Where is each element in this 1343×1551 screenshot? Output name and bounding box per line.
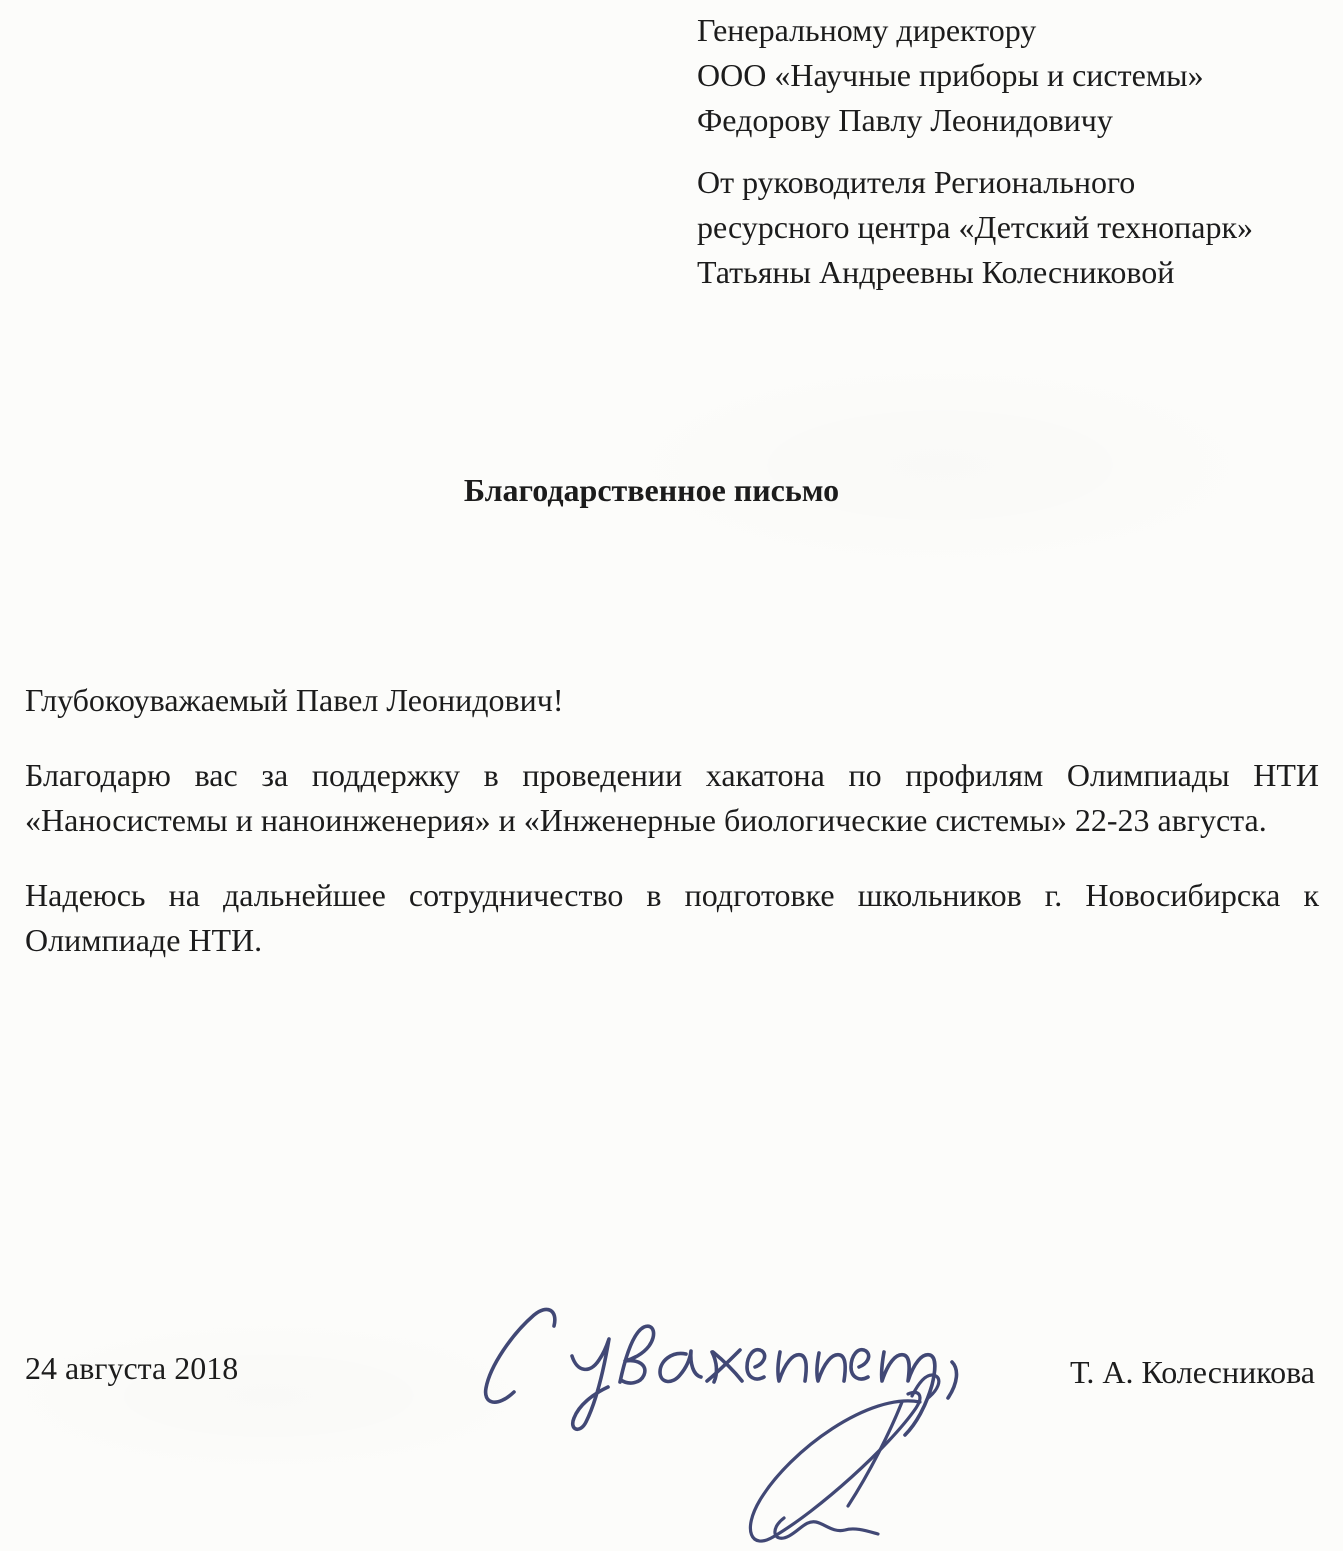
letter-body	[25, 678, 1319, 993]
body-paragraph	[25, 873, 1319, 963]
recipient-line: ООО «Научные приборы и системы»	[697, 57, 1204, 93]
sender-line: Татьяны Андреевны Колесниковой	[697, 254, 1175, 290]
paragraph-line: Олимпиаде НТИ.	[25, 922, 263, 958]
recipient-block	[697, 8, 1204, 143]
letter-title: Благодарственное письмо	[463, 472, 840, 508]
sender-line: ресурсного центра «Детский технопарк»	[697, 209, 1254, 245]
sender-block	[697, 160, 1253, 295]
recipient-line: Генеральному директору	[697, 12, 1037, 48]
paragraph-line: Благодарю вас за поддержку в проведении хакатона по профилям Олимпиады НТИ	[25, 757, 1319, 793]
salutation-text: Глубокоуважаемый Павел Леонидович!	[25, 682, 564, 718]
salutation	[25, 678, 1319, 723]
paragraph-line: Надеюсь на дальнейшее сотрудничество в подготовке школьников г. Новосибирска к	[25, 877, 1319, 913]
handwritten-closing-text	[486, 1309, 957, 1435]
signature-flourish	[750, 1375, 938, 1541]
paragraph-line: «Наносистемы и наноинженерия» и «Инженерные биологические системы» 22-23 августа.	[25, 802, 1267, 838]
sender-line: От руководителя Регионального	[697, 164, 1136, 200]
letter-date: 24 августа 2018	[25, 1350, 239, 1386]
body-paragraph	[25, 753, 1319, 843]
recipient-line: Федорову Павлу Леонидовичу	[697, 102, 1113, 138]
handwritten-signature	[450, 1292, 1020, 1550]
signatory-name: Т. А. Колесникова	[1069, 1354, 1315, 1390]
